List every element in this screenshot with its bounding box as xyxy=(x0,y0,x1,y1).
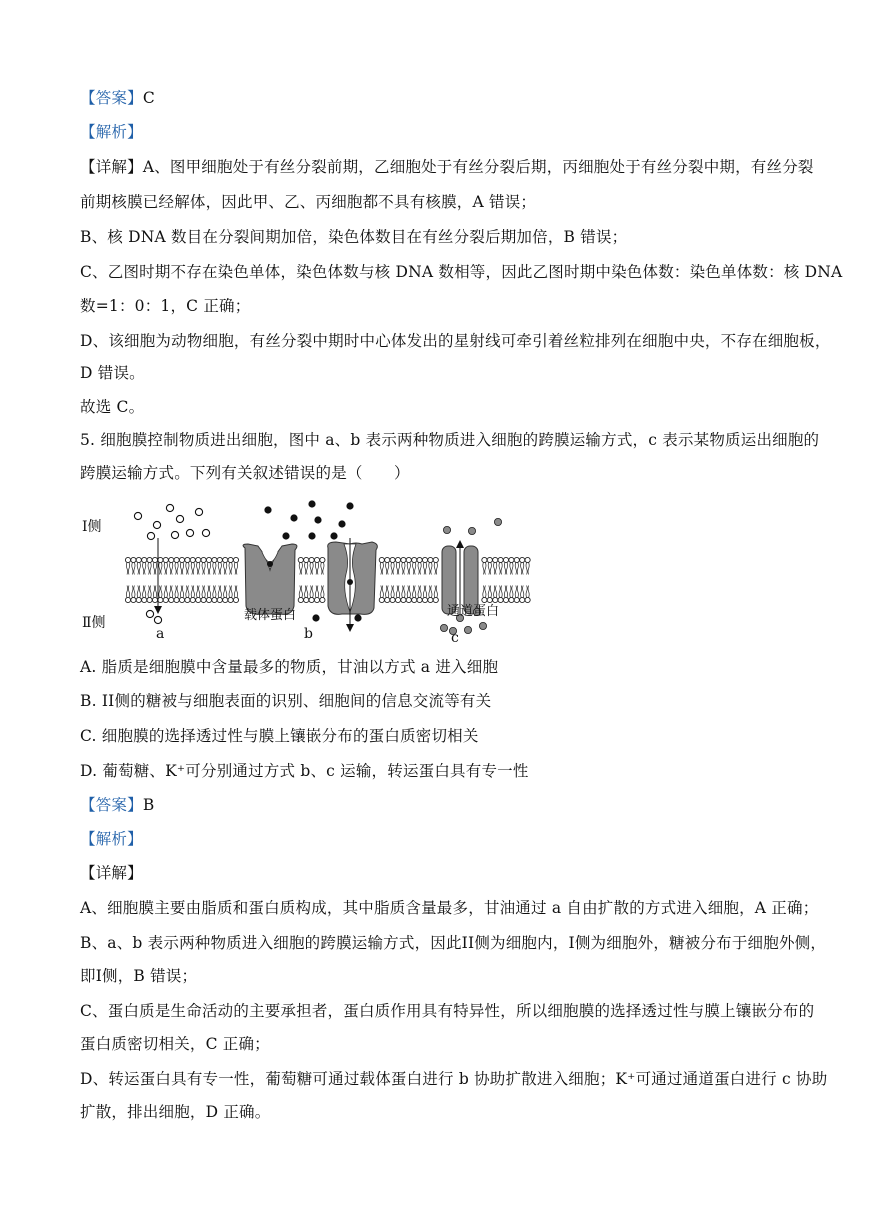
detail-line-3: B、核 DNA 数目在分裂间期加倍，染色体数目在有丝分裂后期加倍，B 错误； xyxy=(80,228,628,246)
lipid-molecule xyxy=(406,557,411,574)
question-stem-2: 跨膜运输方式。下列有关叙述错误的是（ ） xyxy=(80,464,410,482)
lipid-molecule xyxy=(520,557,525,574)
membrane-diagram xyxy=(80,500,540,650)
answer-value: B xyxy=(142,796,155,814)
lipid-molecule xyxy=(401,586,406,603)
lipid-molecule xyxy=(385,586,390,603)
lipid-molecule xyxy=(309,586,314,603)
lipid-molecule xyxy=(314,557,319,574)
lipid-molecule xyxy=(136,586,141,603)
lipid-molecule xyxy=(304,557,309,574)
label-b: b xyxy=(304,626,313,642)
lipid-molecule xyxy=(152,586,157,603)
channel-protein-label: 通道蛋白 xyxy=(447,604,500,619)
lipid-molecule xyxy=(498,557,503,574)
detail-text: A、图甲细胞处于有丝分裂前期，乙细胞处于有丝分裂后期，丙细胞处于有丝分裂中期，有丝分裂 xyxy=(142,158,814,176)
lipid-molecule xyxy=(196,557,201,574)
detail5-line-2: B、a、b 表示两种物质进入细胞的跨膜运输方式，因此II侧为细胞内，I侧为细胞外，糖被分布于细胞外侧， xyxy=(80,934,827,952)
lipid-molecule xyxy=(131,557,136,574)
option-a: A. 脂质是细胞膜中含量最多的物质，甘油以方式 a 进入细胞 xyxy=(80,658,499,676)
carrier-protein-label: 载体蛋白 xyxy=(244,608,297,623)
detail5-line-5: 蛋白质密切相关，C 正确； xyxy=(80,1035,270,1053)
side-one-label: Ⅰ侧 xyxy=(82,519,102,535)
lipid-molecule xyxy=(163,557,168,574)
lipid-molecule xyxy=(201,586,206,603)
label-a: a xyxy=(156,626,165,642)
lipid-molecule xyxy=(422,586,427,603)
lipid-molecule xyxy=(401,557,406,574)
lipid-molecule xyxy=(493,586,498,603)
lipid-molecule xyxy=(125,557,130,574)
lipid-molecule xyxy=(298,557,303,574)
lipid-molecule xyxy=(482,557,487,574)
lipid-molecule xyxy=(428,557,433,574)
lipid-molecule xyxy=(158,557,163,574)
lipid-molecule xyxy=(390,586,395,603)
lipid-molecule xyxy=(185,557,190,574)
lipid-molecule xyxy=(179,586,184,603)
lipid-molecule xyxy=(169,586,174,603)
lipid-molecule xyxy=(217,586,222,603)
lipid-molecule xyxy=(174,586,179,603)
lipid-molecule xyxy=(417,557,422,574)
lipid-molecule xyxy=(422,557,427,574)
lipid-molecule xyxy=(503,557,508,574)
analysis-tag-4: 【解析】 xyxy=(80,123,143,141)
detail-tag: 【详解】 xyxy=(80,158,143,176)
lipid-molecule xyxy=(152,557,157,574)
lipid-molecule xyxy=(142,557,147,574)
lipid-molecule xyxy=(525,586,530,603)
lipid-molecule xyxy=(412,586,417,603)
detail-line-4: C、乙图时期不存在染色单体，染色体数与核 DNA 数相等，因此乙图时期中染色体数：染色单体数：核 DNA xyxy=(80,263,843,281)
lipid-molecule xyxy=(223,557,228,574)
lipid-molecule xyxy=(190,557,195,574)
lipid-molecule xyxy=(185,586,190,603)
lipid-molecule xyxy=(142,586,147,603)
label-c: c xyxy=(451,630,459,646)
lipid-molecule xyxy=(487,586,492,603)
lipid-molecule xyxy=(228,586,233,603)
lipid-molecule xyxy=(212,557,217,574)
lipid-molecule xyxy=(433,586,438,603)
lipid-molecule xyxy=(395,557,400,574)
lipid-molecule xyxy=(525,557,530,574)
question-stem-1: 5. 细胞膜控制物质进出细胞，图中 a、b 表示两种物质进入细胞的跨膜运输方式，c 表示某物质运出细胞的 xyxy=(80,431,820,449)
lipid-molecule xyxy=(125,586,130,603)
detail5-line-1: A、细胞膜主要由脂质和蛋白质构成，其中脂质含量最多，甘油通过 a 自由扩散的方式进入细胞，A 正确； xyxy=(80,899,819,917)
carrier-protein-open xyxy=(243,544,297,614)
lipid-molecule xyxy=(509,557,514,574)
lipid-molecule xyxy=(233,586,238,603)
lipid-molecule xyxy=(390,557,395,574)
lipid-molecule xyxy=(503,586,508,603)
detail-line-6: D、该细胞为动物细胞，有丝分裂中期时中心体发出的星射线可牵引着丝粒排列在细胞中央，不存在细胞板， xyxy=(80,332,831,350)
answer-tag: 【答案】 xyxy=(80,89,143,107)
lipid-molecule xyxy=(493,557,498,574)
analysis-tag-5: 【解析】 xyxy=(80,830,143,848)
lipid-molecule xyxy=(223,586,228,603)
lipid-molecule xyxy=(233,557,238,574)
lipid-molecule xyxy=(487,557,492,574)
detail-tag-5: 【详解】 xyxy=(80,864,143,882)
lipid-molecule xyxy=(395,586,400,603)
option-d: D. 葡萄糖、K⁺可分别通过方式 b、c 运输，转运蛋白具有专一性 xyxy=(80,762,529,780)
lipid-molecule xyxy=(163,586,168,603)
lipid-molecule xyxy=(196,586,201,603)
detail-line-2: 前期核膜已经解体，因此甲、乙、丙细胞都不具有核膜，A 错误； xyxy=(80,193,537,211)
lipid-molecule xyxy=(417,586,422,603)
answer-value: C xyxy=(142,89,155,107)
answer-line-5 xyxy=(80,794,792,816)
lipid-molecule xyxy=(190,586,195,603)
lipid-molecule xyxy=(217,557,222,574)
lipid-molecule xyxy=(298,586,303,603)
side-two-label: Ⅱ侧 xyxy=(82,615,106,631)
lipid-molecule xyxy=(174,557,179,574)
detail-line-8: 故选 C。 xyxy=(80,398,145,416)
lipid-molecule xyxy=(158,586,163,603)
lipid-molecule xyxy=(147,557,152,574)
lipid-molecule xyxy=(514,586,519,603)
lipid-molecule xyxy=(206,586,211,603)
detail5-line-3: 即I侧，B 错误； xyxy=(80,967,198,985)
option-c: C. 细胞膜的选择透过性与膜上镶嵌分布的蛋白质密切相关 xyxy=(80,727,479,745)
detail5-line-4: C、蛋白质是生命活动的主要承担者，蛋白质作用具有特异性，所以细胞膜的选择透过性与膜上镶嵌分布的 xyxy=(80,1002,815,1020)
lipid-molecule xyxy=(428,586,433,603)
detail5-line-7: 扩散，排出细胞，D 正确。 xyxy=(80,1103,271,1121)
lipid-molecule xyxy=(309,557,314,574)
lipid-molecule xyxy=(433,557,438,574)
lipid-molecule xyxy=(314,586,319,603)
lipid-molecule xyxy=(320,586,325,603)
lipid-molecule xyxy=(179,557,184,574)
detail-line-7: D 错误。 xyxy=(80,364,145,382)
answer-tag: 【答案】 xyxy=(80,796,143,814)
option-b: B. II侧的糖被与细胞表面的识别、细胞间的信息交流等有关 xyxy=(80,692,492,710)
lipid-molecule xyxy=(131,586,136,603)
lipid-molecule xyxy=(169,557,174,574)
lipid-molecule xyxy=(304,586,309,603)
lipid-molecule xyxy=(520,586,525,603)
lipid-molecule xyxy=(136,557,141,574)
lipid-molecule xyxy=(406,586,411,603)
lipid-molecule xyxy=(379,586,384,603)
lipid-molecule xyxy=(212,586,217,603)
carrier-protein-closed xyxy=(328,538,378,632)
lipid-molecule xyxy=(201,557,206,574)
detail-line-5: 数=1：0：1，C 正确； xyxy=(80,297,251,315)
lipid-molecule xyxy=(509,586,514,603)
lipid-molecule xyxy=(228,557,233,574)
lipid-molecule xyxy=(514,557,519,574)
lipid-molecule xyxy=(385,557,390,574)
answer-line-4 xyxy=(80,87,792,109)
detail5-line-6: D、转运蛋白具有专一性，葡萄糖可通过载体蛋白进行 b 协助扩散进入细胞；K⁺可通过通道蛋白进行 c 协助 xyxy=(80,1070,828,1088)
lipid-molecule xyxy=(206,557,211,574)
lipid-molecule xyxy=(147,586,152,603)
lipid-molecule xyxy=(320,557,325,574)
lipid-molecule xyxy=(498,586,503,603)
detail-line-1 xyxy=(80,156,814,178)
lipid-molecule xyxy=(482,586,487,603)
lipid-molecule xyxy=(379,557,384,574)
lipid-molecule xyxy=(412,557,417,574)
